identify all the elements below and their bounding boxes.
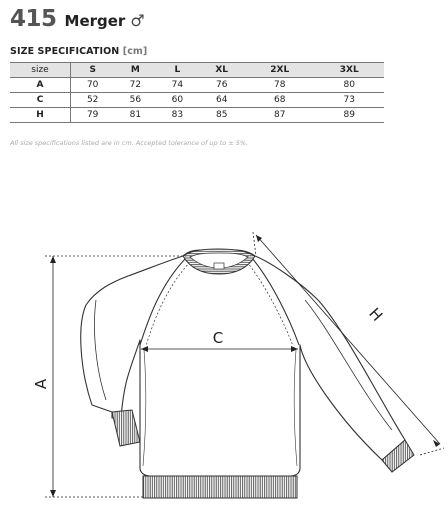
- tolerance-note: All size specifications listed are in cm. Accepted tolerance of up to ± 5%.: [10, 139, 249, 147]
- table-cell: 56: [114, 93, 156, 108]
- size-spec-label: SIZE SPECIFICATION: [10, 46, 120, 57]
- dimension-a-label: A: [32, 378, 50, 390]
- table-cell: 80: [314, 78, 384, 93]
- table-cell: 85: [198, 108, 245, 123]
- table-cell: 52: [71, 93, 115, 108]
- column-header-xl: XL: [198, 63, 245, 78]
- table-cell: 87: [245, 108, 315, 123]
- table-cell: 76: [198, 78, 245, 93]
- column-header-size: size: [10, 63, 71, 78]
- column-header-l: L: [156, 63, 198, 78]
- table-cell: 78: [245, 78, 315, 93]
- table-cell: 73: [314, 93, 384, 108]
- table-cell: 74: [156, 78, 198, 93]
- table-cell: 72: [114, 78, 156, 93]
- right-cuff-rib: [382, 440, 414, 472]
- product-name: Merger: [64, 12, 126, 30]
- table-cell: 60: [156, 93, 198, 108]
- table-cell: 79: [71, 108, 115, 123]
- table-cell: 68: [245, 93, 315, 108]
- table-cell: 64: [198, 93, 245, 108]
- column-header-s: S: [71, 63, 115, 78]
- neck-label: [214, 263, 224, 269]
- dimension-h-label: H: [365, 304, 387, 325]
- column-header-2xl: 2XL: [245, 63, 315, 78]
- row-label-a: A: [10, 78, 71, 93]
- row-label-h: H: [10, 108, 71, 123]
- table-cell: 81: [114, 108, 156, 123]
- size-spec-unit: [cm]: [122, 46, 148, 57]
- column-header-m: M: [114, 63, 156, 78]
- dimension-c-label: C: [212, 329, 224, 347]
- column-header-3xl: 3XL: [314, 63, 384, 78]
- product-code: 415: [10, 6, 57, 32]
- table-cell: 89: [314, 108, 384, 123]
- male-symbol-icon: ♂: [130, 11, 145, 30]
- table-cell: 83: [156, 108, 198, 123]
- dimension-a: [45, 256, 186, 497]
- table-cell: 70: [71, 78, 115, 93]
- row-label-c: C: [10, 93, 71, 108]
- left-cuff-rib: [112, 410, 140, 446]
- waistband-rib: [143, 476, 297, 498]
